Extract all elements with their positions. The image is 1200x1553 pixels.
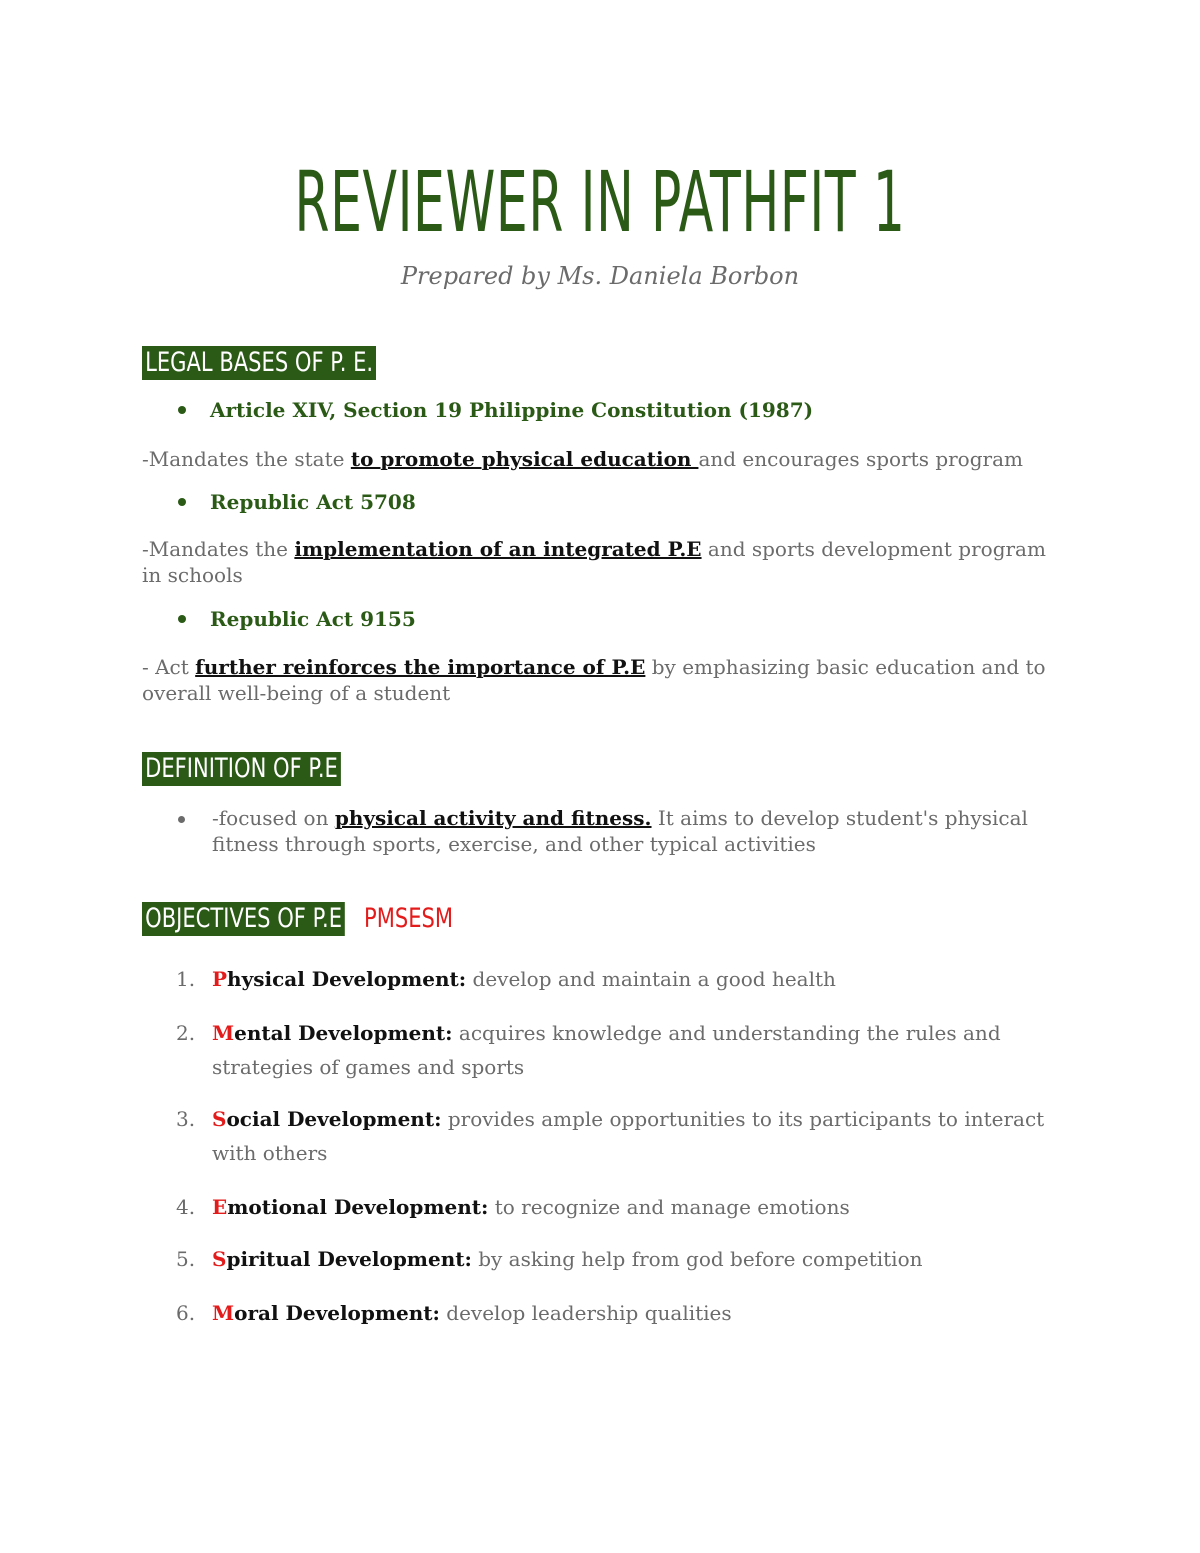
objective-description: develop leadership qualities xyxy=(439,1301,732,1325)
definition-heading-text: DEFINITION OF P.E xyxy=(142,752,341,786)
description-text: -Mandates the xyxy=(142,537,295,561)
objective-description: develop and maintain a good health xyxy=(466,967,836,991)
objective-title: motional Development: xyxy=(227,1195,489,1219)
objective-number: 4. xyxy=(176,1195,196,1219)
objectives-heading-text: OBJECTIVES OF P.E xyxy=(142,902,345,936)
objective-title: hysical Development: xyxy=(227,967,467,991)
objective-item xyxy=(176,1190,1056,1224)
objective-title: oral Development: xyxy=(234,1301,440,1325)
definition-text-part: It aims to develop student's physical fitness through sports, exercise, and other typical activities xyxy=(212,806,1028,856)
objective-initial: P xyxy=(212,967,228,991)
bullet-icon xyxy=(178,816,185,823)
objective-description: to recognize and manage emotions xyxy=(488,1195,850,1219)
description-text: and encourages sports program xyxy=(698,447,1023,471)
objective-item xyxy=(176,1102,1056,1170)
legal-basis-label: Republic Act 5708 xyxy=(210,490,416,514)
bullet-icon xyxy=(178,406,186,414)
objective-initial: E xyxy=(212,1195,228,1219)
objective-title: piritual Development: xyxy=(226,1247,472,1271)
objectives-mnemonic: PMSESM xyxy=(364,903,454,934)
legal-basis-label: Article XIV, Section 19 Philippine Constitution (1987) xyxy=(210,398,814,422)
legal-basis-item xyxy=(178,607,416,631)
section-heading-definition xyxy=(142,752,397,786)
objective-initial: S xyxy=(212,1107,227,1131)
description-text: -Mandates the state xyxy=(142,447,351,471)
objective-number: 1. xyxy=(176,967,196,991)
document-subtitle: Prepared by Ms. Daniela Borbon xyxy=(400,262,800,290)
description-emphasis: to promote physical education xyxy=(350,447,699,471)
objective-item xyxy=(176,962,1056,996)
objective-number: 5. xyxy=(176,1247,196,1271)
legal-bases-heading-text: LEGAL BASES OF P. E. xyxy=(142,346,376,380)
legal-basis-item xyxy=(178,398,813,422)
document-title: REVIEWER IN PATHFIT 1 xyxy=(294,153,906,251)
definition-text-part: -focused on xyxy=(212,806,335,830)
bullet-icon xyxy=(178,498,186,506)
definition-emphasis: physical activity and fitness. xyxy=(334,806,652,830)
objective-number: 3. xyxy=(176,1107,196,1131)
legal-basis-description xyxy=(142,446,1047,472)
objective-initial: S xyxy=(212,1247,227,1271)
bullet-icon xyxy=(178,615,186,623)
section-heading-legal-bases xyxy=(142,346,442,380)
definition-text xyxy=(212,805,1052,857)
description-emphasis: further reinforces the importance of P.E xyxy=(195,655,646,679)
objective-title: ocial Development: xyxy=(226,1107,442,1131)
objective-description: acquires knowledge and understanding the rules and strategies of games and sports xyxy=(212,1021,1001,1079)
description-text: by emphasizing basic education and to overall well-being of a student xyxy=(142,655,1046,705)
objective-number: 6. xyxy=(176,1301,196,1325)
description-text: - Act xyxy=(142,655,196,679)
description-emphasis: implementation of an integrated P.E xyxy=(294,537,702,561)
objective-description: by asking help from god before competition xyxy=(471,1247,923,1271)
legal-basis-label: Republic Act 9155 xyxy=(210,607,416,631)
legal-basis-description xyxy=(142,536,1047,588)
legal-basis-item xyxy=(178,490,416,514)
legal-basis-description xyxy=(142,654,1047,706)
objective-initial: M xyxy=(212,1021,235,1045)
objective-description: provides ample opportunities to its participants to interact with others xyxy=(212,1107,1045,1165)
objective-item xyxy=(176,1296,1056,1330)
description-text: and sports development program in schools xyxy=(142,537,1046,587)
section-heading-objectives xyxy=(142,902,479,936)
objective-initial: M xyxy=(212,1301,235,1325)
objective-number: 2. xyxy=(176,1021,196,1045)
objective-item xyxy=(176,1242,1056,1276)
objective-item xyxy=(176,1016,1056,1084)
objective-title: ental Development: xyxy=(234,1021,453,1045)
